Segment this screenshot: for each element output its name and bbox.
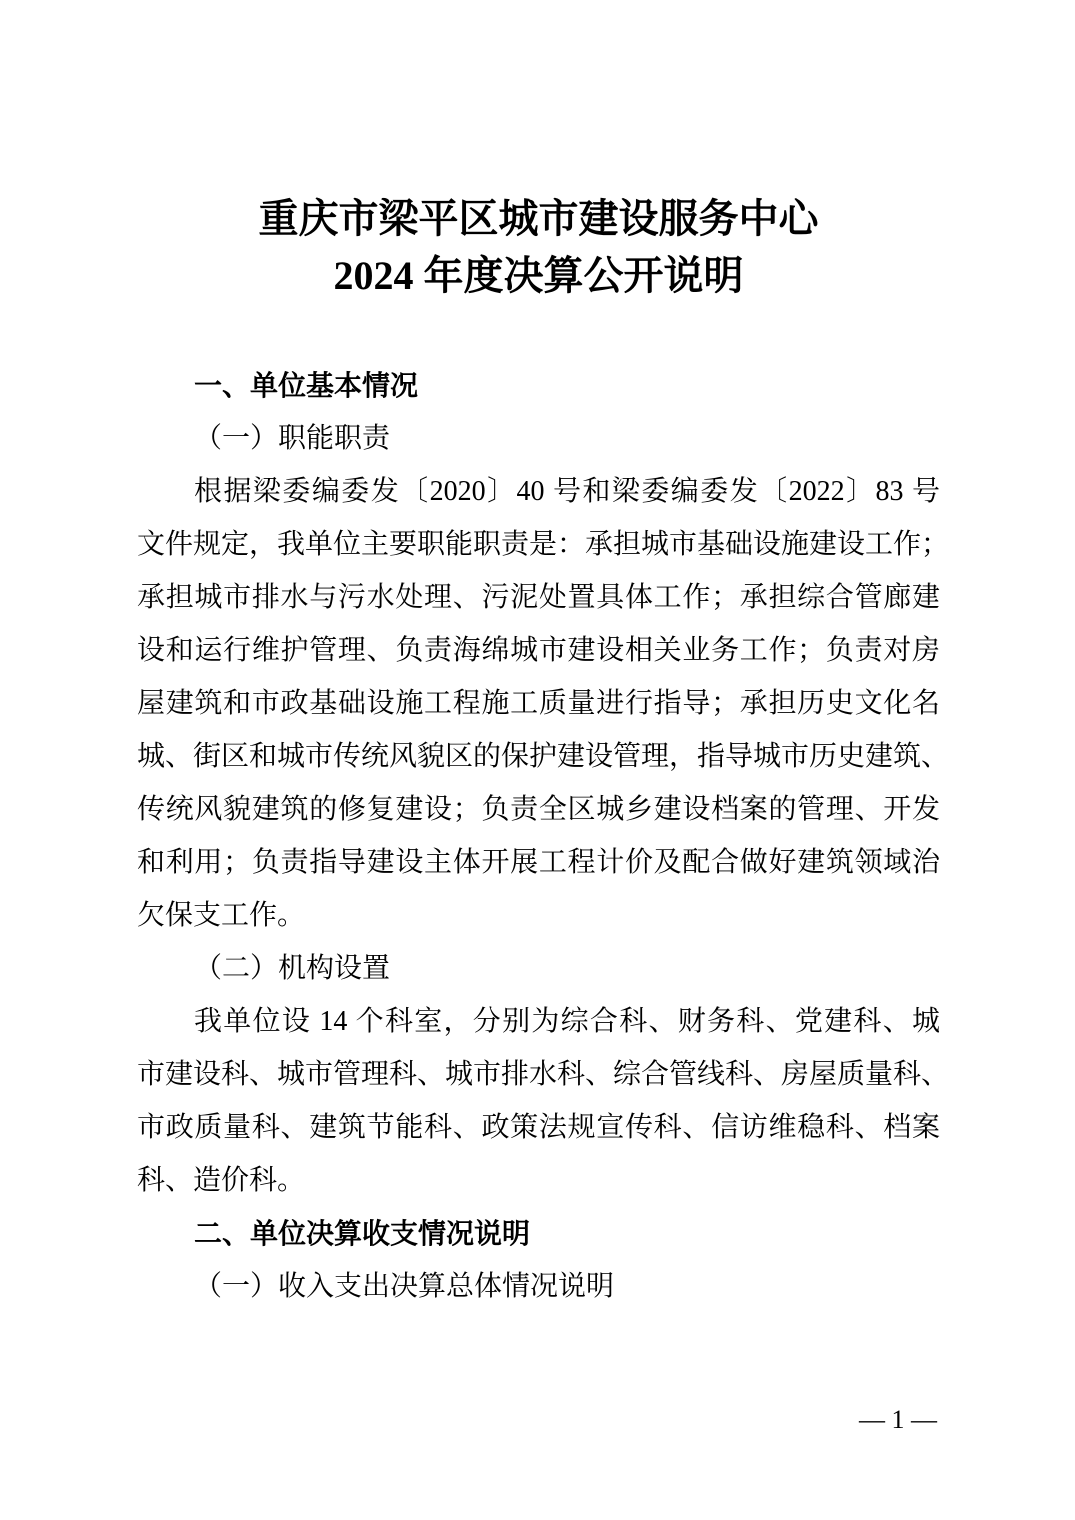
paragraph-line: 文件规定，我单位主要职能职责是：承担城市基础设施建设工作； <box>137 529 950 560</box>
document-body <box>137 359 950 1313</box>
paragraph-line: 设和运行维护管理、负责海绵城市建设相关业务工作；负责对房 <box>137 635 940 666</box>
section-heading-1 <box>137 359 940 412</box>
page-number: — 1 — <box>859 1405 937 1434</box>
paragraph-line: 市政质量科、建筑节能科、政策法规宣传科、信访维稳科、档案 <box>137 1112 940 1143</box>
paragraph-line: 欠保支工作。 <box>137 900 306 931</box>
section-heading-2 <box>137 1207 940 1260</box>
paragraph-line: 传统风貌建筑的修复建设；负责全区城乡建设档案的管理、开发 <box>137 794 940 825</box>
heading-line: 二、单位决算收支情况说明 <box>194 1218 531 1249</box>
document-content <box>137 190 950 1313</box>
paragraph-line: 承担城市排水与污水处理、污泥处置具体工作；承担综合管廊建 <box>137 582 940 613</box>
document-title-line1: 重庆市梁平区城市建设服务中心 <box>258 196 819 241</box>
subsection-heading-2-1 <box>137 1260 940 1313</box>
paragraph-line: 和利用；负责指导建设主体开展工程计价及配合做好建筑领域治 <box>137 847 940 878</box>
paragraph-line: 市建设科、城市管理科、城市排水科、综合管线科、房屋质量科、 <box>137 1059 950 1090</box>
paragraph-line: 我单位设 14 个科室，分别为综合科、财务科、党建科、城 <box>194 1006 940 1037</box>
heading-line: （一）收入支出决算总体情况说明 <box>194 1271 615 1302</box>
heading-line: （二）机构设置 <box>194 953 391 984</box>
paragraph-line: 城、街区和城市传统风貌区的保护建设管理，指导城市历史建筑、 <box>137 741 950 772</box>
paragraph-departments <box>137 995 950 1207</box>
document-title-line2: 2024 年度决算公开说明 <box>333 253 744 298</box>
heading-line: 一、单位基本情况 <box>194 370 419 401</box>
subsection-heading-1-1 <box>137 412 940 465</box>
document-title <box>137 190 940 304</box>
paragraph-line: 科、造价科。 <box>137 1165 306 1196</box>
heading-line: （一）职能职责 <box>194 423 391 454</box>
paragraph-duties <box>137 465 950 942</box>
paragraph-line: 屋建筑和市政基础设施工程施工质量进行指导；承担历史文化名 <box>137 688 940 719</box>
subsection-heading-1-2 <box>137 942 940 995</box>
paragraph-line: 根据梁委编委发〔2020〕40 号和梁委编委发〔2022〕83 号 <box>194 476 940 507</box>
